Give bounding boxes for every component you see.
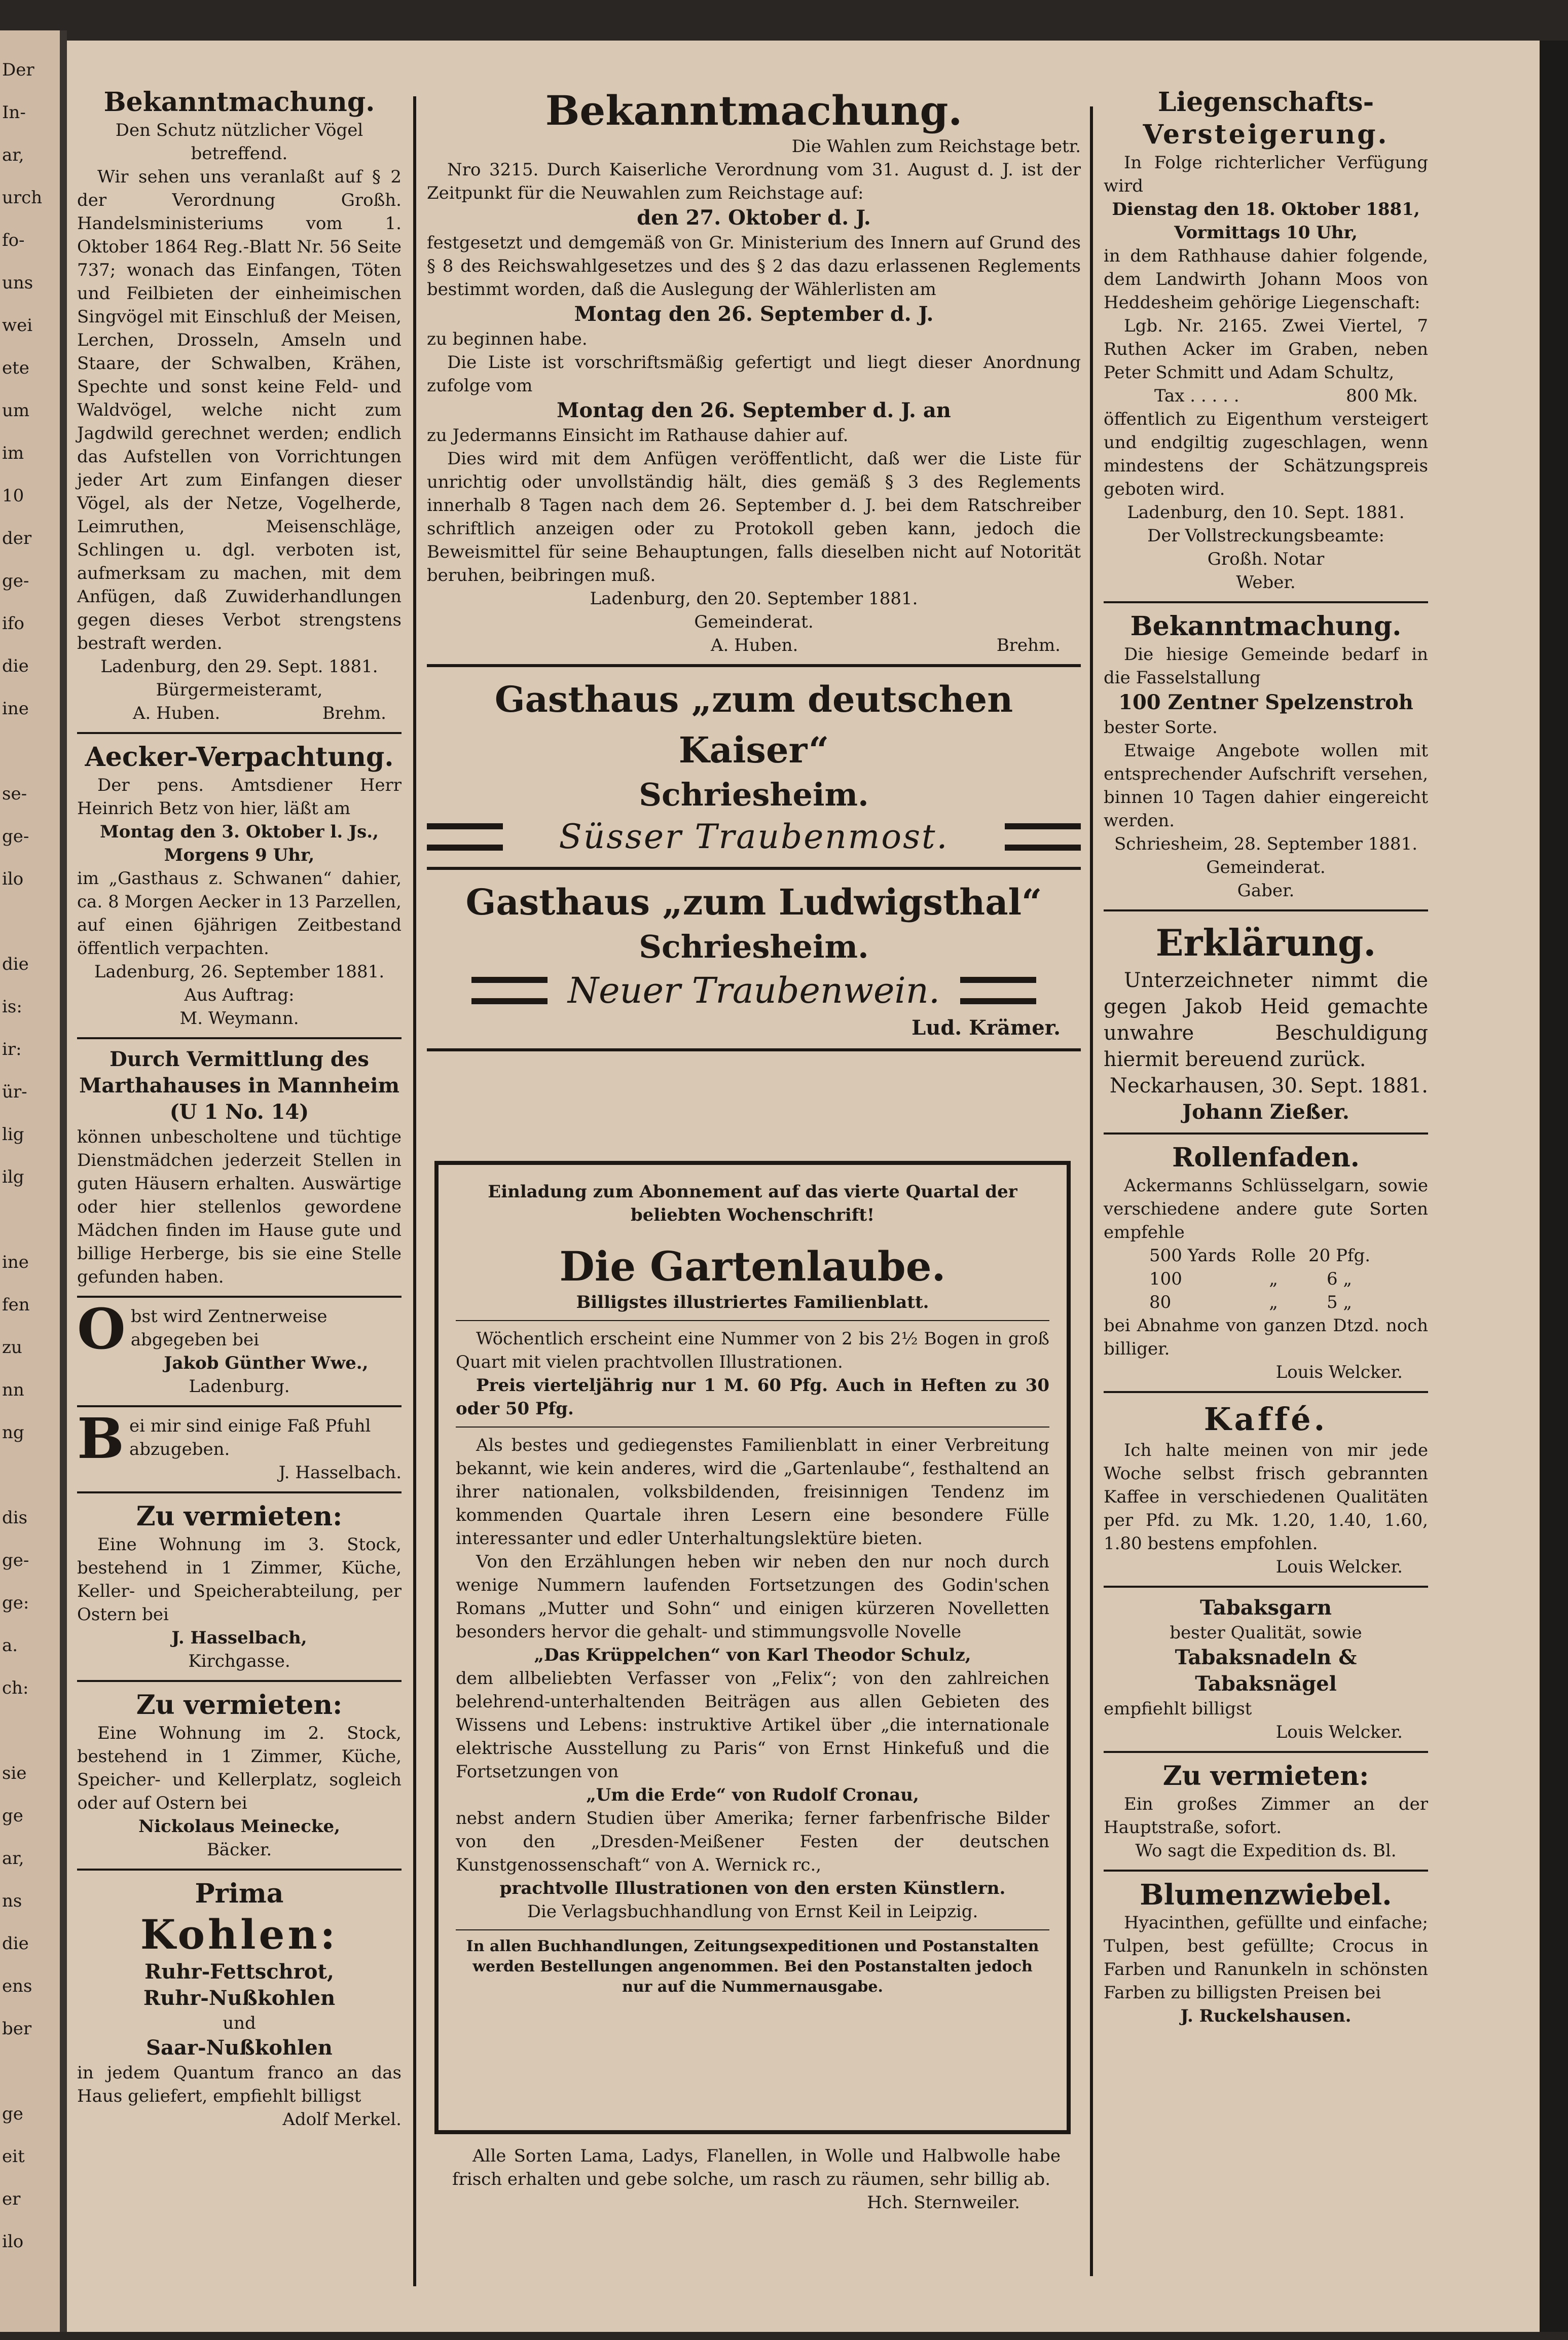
adjacent-page-fragment: wei [2, 315, 33, 336]
column-rule-left [413, 96, 416, 2286]
signature: Jakob Günther Wwe., [164, 1353, 369, 1373]
adjacent-page-fragment: ifo [2, 613, 24, 634]
adjacent-page-fragment: er [2, 2189, 21, 2209]
signature: Nickolaus Meinecke, [138, 1816, 340, 1837]
adjacent-page-fragment: der [2, 528, 32, 549]
adjacent-page-fragment: ar, [2, 145, 24, 165]
ad-title: Erklärung. [1155, 921, 1376, 964]
decorative-bars [427, 823, 503, 851]
ad-body: Unterzeichneter nimmt die gegen Jakob Heid gemachte unwahre Beschuldigung hiermit bereuend zurück. [1104, 969, 1428, 1071]
price-row [1149, 1267, 1428, 1291]
ad-item: Tabaksnägel [1195, 1672, 1337, 1696]
ad-subject: Die Wahlen zum Reichstage betr. [791, 136, 1081, 157]
adjacent-page-fragment: fen [2, 1295, 30, 1315]
ad-story: „Das Krüppelchen“ von Karl Theodor Schulz, [534, 1645, 971, 1665]
ad-item: Ruhr-Nußkohlen [143, 1986, 336, 2010]
ad-title: Bekanntmachung. [545, 87, 963, 134]
price-label: Rolle [1251, 1246, 1296, 1266]
signature: Weber. [1236, 572, 1296, 593]
divider [1104, 1751, 1428, 1753]
adjacent-page-fragment: lig [2, 1124, 24, 1145]
signature: J. Hasselbach. [278, 1463, 402, 1483]
ad-body: Etwaige Angebote wollen mit entsprechender Aufschrift versehen, binnen 10 Tagen dahier eingereicht werden. [1104, 741, 1428, 831]
notice-reichstag-election [427, 86, 1081, 657]
ad-item: Tabaksnadeln & [1175, 1646, 1357, 1669]
ad-title-large: Kohlen: [140, 1911, 339, 1958]
ad-date: Dienstag den 18. Oktober 1881, Vormittags 10 Uhr, [1112, 199, 1420, 243]
ad-rent-2 [77, 1689, 402, 1861]
signature: Johann Zießer. [1182, 1100, 1350, 1124]
price-label: „ [1269, 1292, 1278, 1312]
ad-item: 100 Zentner Spelzenstroh [1118, 690, 1413, 714]
signature: J. Hasselbach, [171, 1628, 307, 1648]
adjacent-page-fragment: se- [2, 784, 27, 804]
ad-body: nebst andern Studien über Amerika; ferner farbenfrische Bilder von den „Dresden-Meißener Festen der deutschen Kunstgenossenschaft“ von A. Wernick rc., [456, 1808, 1049, 1875]
price-yards: 100 [1149, 1269, 1182, 1289]
signature: Louis Welcker. [1275, 1722, 1403, 1742]
adjacent-page-fragment: ete [2, 358, 29, 378]
notice-straw [1104, 610, 1428, 902]
ad-price: Preis vierteljährig nur 1 M. 60 Pfg. Auch in Heften zu 30 oder 50 Pfg. [456, 1375, 1049, 1419]
ad-title: Zu vermieten: [136, 1690, 343, 1721]
price-row [1149, 1244, 1428, 1267]
ad-tagline: Süsser Traubenmost. [559, 817, 949, 856]
ad-gartenlaube [434, 1161, 1071, 2134]
ad-body: bester Sorte. [1104, 717, 1218, 738]
adjacent-page-fragment: ine [2, 1252, 29, 1272]
ad-title: Aecker-Verpachtung. [85, 742, 394, 773]
place-date: Neckarhausen, 30. Sept. 1881. [1109, 1074, 1428, 1098]
adjacent-page-fragment: ilo [2, 2232, 24, 2252]
ad-tobacco-yarn [1104, 1595, 1428, 1744]
adjacent-page-fragment: ge- [2, 1550, 29, 1570]
ad-note: Wo sagt die Expedition ds. Bl. [1135, 1841, 1397, 1861]
ad-body: empfiehlt billigst [1104, 1699, 1252, 1719]
signature-right: Brehm. [996, 635, 1061, 655]
divider [77, 1296, 402, 1298]
ad-declaration [1104, 919, 1428, 1125]
tax-row [1104, 384, 1428, 408]
signature-right: Brehm. [322, 703, 386, 723]
adjacent-page-fragment: ge [2, 2104, 23, 2124]
ad-body: bei Abnahme von ganzen Dtzd. noch billiger. [1104, 1315, 1428, 1359]
ad-date: den 27. Oktober d. J. [637, 206, 871, 230]
adjacent-page-fragment: nn [2, 1380, 24, 1400]
ad-body: öffentlich zu Eigenthum versteigert und endgiltig zugeschlagen, wenn mindestens der Schätzungspreis geboten wird. [1104, 409, 1428, 499]
divider [77, 1405, 402, 1407]
ad-rent-room [1104, 1760, 1428, 1862]
ad-subtitle: Billigstes illustriertes Familienblatt. [576, 1292, 929, 1312]
ad-title: Zu vermieten: [1162, 1761, 1369, 1791]
ad-body: Wöchentlich erscheint eine Nummer von 2 bis 2½ Bogen in groß Quart mit vielen prachtvollen Illustrationen. [456, 1329, 1049, 1372]
adjacent-page-fragment: zu [2, 1337, 22, 1358]
place-date: Ladenburg, den 20. September 1881. [590, 589, 918, 609]
price-table [1104, 1244, 1428, 1314]
divider [77, 1869, 402, 1871]
adjacent-page-fragment: ng [2, 1422, 24, 1443]
adjacent-page-fragment: uns [2, 273, 33, 293]
publisher: Die Verlagsbuchhandlung von Ernst Keil in Leipzig. [527, 1902, 978, 1922]
adjacent-page-fragment: fo- [2, 230, 25, 250]
ad-place: Schriesheim. [639, 776, 869, 813]
note: Aus Auftrag: [184, 985, 295, 1005]
ad-gasthaus-kaiser [427, 674, 1081, 860]
notice-bird-protection [77, 86, 402, 725]
drop-cap: B [77, 1414, 124, 1471]
adjacent-page-fragment: dis [2, 1508, 28, 1528]
tax-label: Tax . . . . . [1154, 386, 1239, 406]
ad-bulbs [1104, 1879, 1428, 2028]
divider [1104, 1870, 1428, 1872]
adjacent-page-fragment: ber [2, 2019, 32, 2039]
adjacent-page-fragment: ge- [2, 826, 29, 847]
adjacent-page-fragment: sie [2, 1763, 27, 1783]
ad-footer: In allen Buchhandlungen, Zeitungsexpeditionen und Postanstalten werden Bestellungen angenommen. Bei den Postanstalten jedoch nur auf die Nummernausgabe. [466, 1937, 1039, 1996]
ad-body: zu Jedermanns Einsicht im Rathause dahier auf. [427, 425, 849, 446]
ad-coffee [1104, 1400, 1428, 1579]
ad-coal [77, 1878, 402, 2131]
adjacent-page-fragment: im [2, 443, 24, 463]
column-2 [427, 86, 1081, 1058]
ad-title: Gasthaus „zum Ludwigsthal“ [465, 881, 1042, 923]
ad-body: Nro 3215. Durch Kaiserliche Verordnung vom 31. August d. J. ist der Zeitpunkt für die Neuwahlen zum Reichstage auf: [427, 160, 1081, 203]
ad-body: im „Gasthaus z. Schwanen“ dahier, ca. 8 Morgen Aecker in 13 Parzellen, auf einen 6jährigen Zeitbestand öffentlich verpachten. [77, 868, 402, 959]
ad-field-lease [77, 741, 402, 1030]
ad-body: Alle Sorten Lama, Ladys, Flanellen, in Wolle und Halbwolle habe frisch erhalten und gebe solche, um rasch zu räumen, sehr billig ab. [452, 2146, 1061, 2189]
adjacent-page-fragment: ilo [2, 869, 24, 889]
ad-body: Als bestes und gediegenstes Familienblatt in einer Verbreitung bekannt, wie kein anderes, wird die „Gartenlaube“, festhaltend an ihrer nationalen, volksbildenden, freisinnigen Tendenz im kommenden Quartale ihren Lesern eine besondere Fülle interessanter und edler Unterhaltungslektüre bieten. [456, 1435, 1049, 1549]
adjacent-page-fragment: die [2, 1933, 29, 1954]
ad-body: Ein großes Zimmer an der Hauptstraße, sofort. [1104, 1794, 1428, 1838]
authority: Der Vollstreckungsbeamte: [1147, 526, 1384, 546]
ad-item: Saar-Nußkohlen [146, 2036, 333, 2060]
ad-body: ei mir sind einige Faß Pfuhl abzugeben. [129, 1416, 371, 1459]
adjacent-page-fragment: ge: [2, 1593, 29, 1613]
page-fold [60, 30, 67, 2332]
adjacent-page-fragment: um [2, 400, 30, 421]
adjacent-page-edge [0, 30, 63, 2332]
authority: Bürgermeisteramt, [156, 680, 323, 700]
ad-body: Ich halte meinen von mir jede Woche selbst frisch gebrannten Kaffee in verschiedenen Qualitäten per Pfd. zu Mk. 1.20, 1.40, 1.60, 1.80 bestens empfohlen. [1104, 1440, 1428, 1554]
adjacent-page-fragment: ir: [2, 1039, 22, 1059]
ad-subtitle: (U 1 No. 14) [169, 1100, 309, 1124]
divider [77, 732, 402, 734]
ad-place: Schriesheim. [639, 928, 869, 965]
adjacent-page-fragment: a. [2, 1635, 18, 1656]
ad-title: Tabaksgarn [1199, 1596, 1332, 1620]
price-row [1149, 1291, 1428, 1314]
adjacent-page-fragment: ns [2, 1891, 22, 1911]
price-price: 20 Pfg. [1308, 1246, 1371, 1266]
signature: Gaber. [1237, 881, 1295, 901]
column-1 [77, 86, 402, 2131]
ad-title: Blumenzwiebel. [1140, 1878, 1392, 1912]
divider [456, 1320, 1049, 1321]
ad-title: Rollenfaden. [1172, 1142, 1360, 1173]
divider [1104, 1586, 1428, 1588]
ad-body: prachtvolle Illustrationen von den ersten Künstlern. [499, 1878, 1006, 1898]
ad-body: Die Liste ist vorschriftsmäßig gefertigt und liegt dieser Anordnung zufolge vom [427, 352, 1081, 396]
tax-value: 800 Mk. [1346, 386, 1418, 406]
divider [1104, 1391, 1428, 1393]
adjacent-page-fragment: ar, [2, 1848, 24, 1869]
ad-body: können unbescholtene und tüchtige Dienstmädchen jederzeit Stellen in guten Häusern erhalten. Auswärtige oder hier stellenlos gewordene Mädchen finden im Hause gute und billige Herberge, bis sie eine Stelle gefunden haben. [77, 1127, 402, 1287]
divider [427, 1048, 1081, 1051]
ad-body: dem allbeliebten Verfasser von „Felix“; von den zahlreichen belehrend-unterhaltenden Beiträgen aus allen Gebieten des Wissens und Lebens: instruktive Artikel über „die internationale elektrische Ausstellung zu Paris“ von Ernst Hinkefuß und die Fortsetzungen von [456, 1668, 1049, 1782]
adjacent-page-fragment: die [2, 954, 29, 974]
divider [77, 1680, 402, 1682]
decorative-bars [1005, 823, 1081, 851]
divider [77, 1491, 402, 1493]
ad-body: Ackermanns Schlüsselgarn, sowie verschiedene andere gute Sorten empfehle [1104, 1176, 1428, 1242]
ad-marthahaus [77, 1046, 402, 1289]
authority-role: Großh. Notar [1207, 549, 1325, 569]
ad-body: Der pens. Amtsdiener Herr Heinrich Betz von hier, läßt am [77, 775, 402, 819]
ad-body: Eine Wohnung im 3. Stock, bestehend in 1 Zimmer, Küche, Keller- und Speicherabteilung, per Ostern bei [77, 1534, 402, 1625]
ad-title: Bekanntmachung. [103, 87, 375, 118]
ad-title: Bekanntmachung. [1130, 611, 1402, 642]
ad-body: Eine Wohnung im 2. Stock, bestehend in 1 Zimmer, Küche, Speicher- und Kellerplatz, sogleich oder auf Ostern bei [77, 1723, 402, 1813]
price-price: 5 „ [1326, 1292, 1353, 1312]
ad-body: zu beginnen habe. [427, 329, 588, 349]
ad-body: festgesetzt und demgemäß von Gr. Ministerium des Innern auf Grund des § 8 des Reichswahlgesetzes und des § 2 das dazu erlassenen Reglements bestimmt worden, daß die Auslegung der Wählerlisten am [427, 233, 1081, 300]
signatures [77, 702, 402, 725]
ad-body: Wir sehen uns veranlaßt auf § 2 der Verordnung Großh. Handelsministeriums vom 1. Oktober 1864 Reg.-Blatt Nr. 56 Seite 737; wonach das Einfangen, Töten und Feilbieten der einheimischen Singvögel mit Einschluß der Meisen, Lerchen, Drosseln, Amseln und Staare, der Schwalben, Krähen, Spechte und sonst keine Feld- und Waldvögel, welche nicht zum Jagdwild gerechnet werden; endlich das Aufstellen von Vorrichtungen jeder Art zum Einfangen dieser Vögel, als der Netze, Vogelherde, Leimruthen, Meisenschläge, Schlingen u. dgl. verboten ist, aufmerksam zu machen, mit dem Anfügen, daß Zuwiderhandlungen gegen dieses Verbot strengstens bestraft werden. [77, 167, 402, 653]
ad-body: In Folge richterlicher Verfügung wird [1104, 153, 1428, 196]
divider [77, 1037, 402, 1039]
ad-body: in dem Rathhause dahier folgende, dem Landwirth Johann Moos von Heddesheim gehörige Liegenschaft: [1104, 246, 1428, 313]
ad-body: Die hiesige Gemeinde bedarf in die Fasselstallung [1104, 644, 1428, 688]
signatures [427, 634, 1081, 657]
ad-body: bst wird Zentnerweise abgegeben bei [130, 1306, 327, 1350]
ad-body: in jedem Quantum franco an das Haus geliefert, empfiehlt billigst [77, 2063, 402, 2106]
signature: J. Ruckelshausen. [1180, 2006, 1352, 2026]
divider [1104, 909, 1428, 911]
column-rule-right [1090, 106, 1093, 2276]
authority: Gemeinderat. [694, 612, 814, 632]
signature: Adolf Merkel. [282, 2109, 402, 2130]
ad-title: Durch Vermittlung des Marthahauses in Mannheim [79, 1047, 399, 1098]
ad-date: Montag den 26. September d. J. [574, 302, 934, 326]
signature-left: A. Huben. [133, 703, 221, 723]
price-label: „ [1269, 1269, 1278, 1289]
ad-body: Von den Erzählungen heben wir neben den nur noch durch wenige Nummern laufenden Fortsetzungen des Godin'schen Romans „Mutter und Sohn“ und einigen kürzeren Novelletten besonders hervor die gehalt- und stimmungsvolle Novelle [456, 1552, 1049, 1642]
signature: Lud. Krämer. [911, 1016, 1061, 1040]
divider [427, 867, 1081, 870]
signature-left: A. Huben. [711, 635, 798, 655]
ad-title: Versteigerung. [1143, 119, 1389, 150]
tagline-row [427, 966, 1081, 1015]
adjacent-page-fragment: ge [2, 1806, 23, 1826]
newspaper-page [67, 41, 1540, 2332]
adjacent-page-fragment: ge- [2, 571, 29, 591]
price-yards: 500 Yards [1149, 1246, 1236, 1266]
place-date: Ladenburg, den 29. Sept. 1881. [100, 656, 378, 677]
drop-cap: O [77, 1305, 126, 1362]
binding-edge [1540, 41, 1568, 2332]
ad-title: Zu vermieten: [136, 1501, 343, 1532]
ad-item: Ruhr-Fettschrot, [144, 1960, 334, 1984]
ad-subtitle: Den Schutz nützlicher Vögel betreffend. [115, 120, 363, 164]
adjacent-page-fragment: is: [2, 997, 22, 1017]
adjacent-page-fragment: die [2, 656, 29, 676]
ad-fabrics [452, 2144, 1061, 2214]
divider [456, 1929, 1049, 1930]
divider [427, 664, 1081, 667]
ad-conjunction: und [223, 2013, 256, 2033]
price-yards: 80 [1149, 1292, 1172, 1312]
decorative-bars [471, 977, 548, 1004]
adjacent-page-fragment: eit [2, 2146, 25, 2167]
ad-manure [77, 1414, 402, 1484]
ad-body: Dies wird mit dem Anfügen veröffentlicht, daß wer die Liste für unrichtig oder unvollständig hält, dies gemäß § 3 des Reglements innerhalb 8 Tagen nach dem 26. September d. J. bei dem Ratschreiber schriftlich anzeigen oder zu Protokoll geben kann, jedoch die Beweismittel für seine Behauptungen, falls dieselben nicht auf Notorität beruhen, beibringen muß. [427, 449, 1081, 586]
ad-title: Gasthaus „zum deutschen Kaiser“ [494, 678, 1013, 771]
adjacent-page-fragment: ch: [2, 1678, 29, 1698]
place-date: Ladenburg, den 10. Sept. 1881. [1127, 502, 1405, 523]
price-price: 6 „ [1326, 1269, 1353, 1289]
signature-place: Ladenburg. [189, 1376, 290, 1397]
adjacent-page-fragment: Der [2, 60, 34, 80]
divider [1104, 601, 1428, 603]
signature: Hch. Sternweiler. [867, 2192, 1020, 2213]
ad-tagline: Neuer Traubenwein. [567, 970, 940, 1011]
signature-place: Kirchgasse. [188, 1651, 290, 1671]
ad-date: Montag den 26. September d. J. an [557, 398, 951, 422]
adjacent-page-fragment: ens [2, 1976, 32, 1996]
divider [456, 1427, 1049, 1428]
adjacent-page-fragment: 10 [2, 486, 24, 506]
column-3 [1104, 86, 1428, 2028]
adjacent-page-fragment: ine [2, 699, 29, 719]
adjacent-page-fragment: urch [2, 188, 43, 208]
ad-story: „Um die Erde“ von Rudolf Cronau, [586, 1785, 919, 1805]
tagline-row [427, 814, 1081, 860]
place-date: Schriesheim, 28. September 1881. [1114, 834, 1418, 854]
ad-date: Montag den 3. Oktober l. Js., Morgens 9 Uhr, [100, 822, 379, 865]
ad-thread [1104, 1142, 1428, 1384]
adjacent-page-fragment: ür- [2, 1082, 27, 1102]
ad-property-auction [1104, 86, 1428, 594]
ad-title: Prima [195, 1878, 284, 1909]
ad-title: Liegenschafts- [1157, 87, 1374, 118]
authority: Gemeinderat. [1206, 857, 1326, 878]
ad-item: Lgb. Nr. 2165. Zwei Viertel, 7 Ruthen Acker im Graben, neben Peter Schmitt und Adam Schultz, [1104, 316, 1428, 383]
signature: M. Weymann. [179, 1008, 299, 1029]
ad-title: Kaffé. [1204, 1401, 1328, 1438]
place-date: Ladenburg, 26. September 1881. [94, 962, 385, 982]
adjacent-page-fragment: In- [2, 102, 26, 123]
ad-title: Die Gartenlaube. [559, 1242, 946, 1290]
ad-rent-1 [77, 1501, 402, 1673]
signature: Louis Welcker. [1275, 1362, 1403, 1382]
adjacent-page-fragment: ilg [2, 1167, 24, 1187]
signature: Louis Welcker. [1275, 1557, 1403, 1577]
ad-body: bester Qualität, sowie [1170, 1623, 1362, 1643]
decorative-bars [960, 977, 1036, 1004]
ad-body: Hyacinthen, gefüllte und einfache; Tulpen, best gefüllte; Crocus in Farben und Ranunkeln in schönsten Farben zu billigsten Preisen bei [1104, 1913, 1428, 2003]
ad-fruit [77, 1305, 402, 1398]
signature-role: Bäcker. [206, 1840, 272, 1860]
ad-intro: Einladung zum Abonnement auf das vierte Quartal der beliebten Wochenschrift! [488, 1182, 1017, 1225]
ad-gasthaus-ludwigsthal [427, 877, 1081, 1041]
divider [1104, 1132, 1428, 1135]
